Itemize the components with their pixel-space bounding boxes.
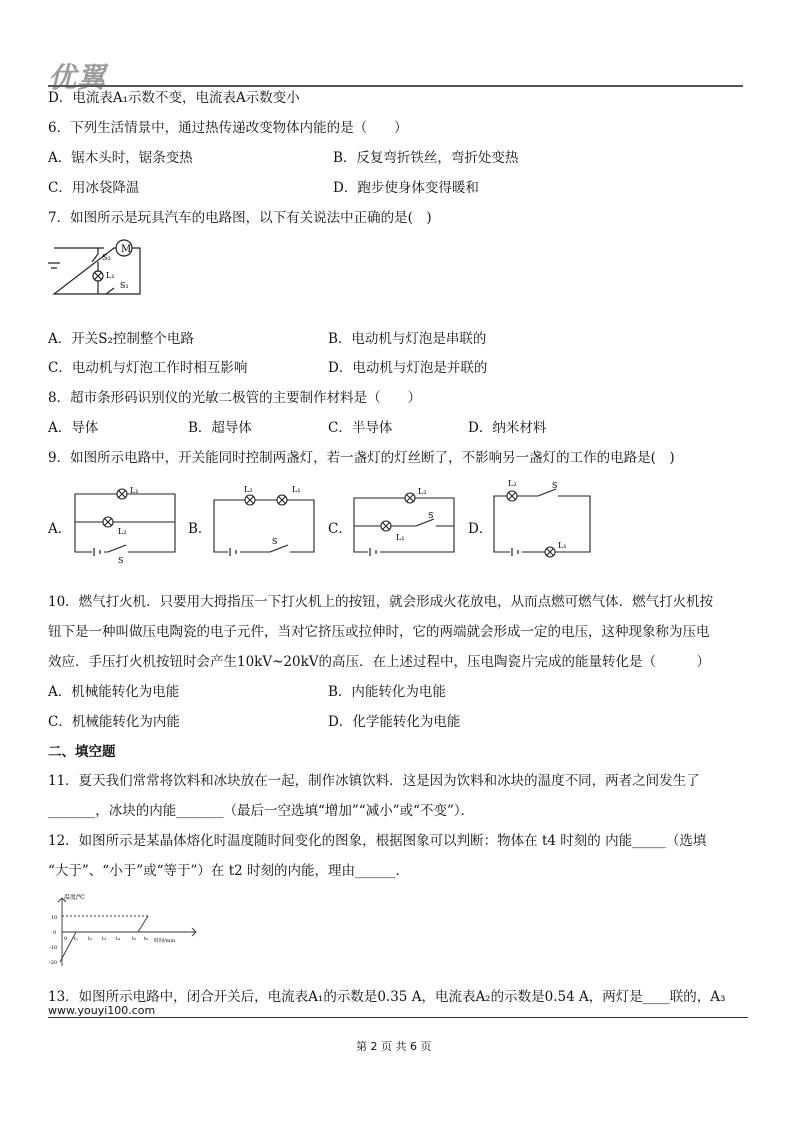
footer-divider [48, 1017, 748, 1018]
q9-option-a-circuit [70, 484, 180, 564]
q7-option-d: D．电动机与灯泡是并联的 [328, 360, 488, 376]
q7-option-a: A．开关S₂控制整个电路 [48, 331, 194, 347]
q9c-s: S [428, 511, 434, 520]
q7-l1-label: L₁ [106, 271, 115, 280]
q10-option-c: C．机械能转化为内能 [48, 714, 180, 730]
q9-option-d-label: D． [468, 521, 493, 537]
q9a-s: S [118, 556, 124, 564]
q9a-l2: L₂ [118, 527, 127, 536]
q9-option-c-label: C． [328, 521, 352, 537]
q12-ytick: 10 [51, 915, 58, 921]
q10-option-a: A．机械能转化为电能 [48, 684, 180, 700]
page-number: 第 2 页 共 6 页 [356, 1040, 432, 1053]
header-divider [48, 85, 743, 87]
q6-option-c: C．用冰袋降温 [48, 180, 140, 196]
q8-option-c: C．半导体 [328, 420, 393, 436]
q12-xtick: t₅ [132, 936, 137, 942]
q12-ylabel: 温度/℃ [64, 894, 85, 901]
q9-option-b-label: B． [188, 521, 212, 537]
q6-stem: 6．下列生活情景中，通过热传递改变物体内能的是（ ） [48, 120, 408, 136]
q12-ytick: -10 [49, 945, 58, 951]
footer-url[interactable]: www.youyi100.com [48, 1004, 156, 1017]
q6-option-a: A．锯木头时，锯条变热 [48, 150, 193, 166]
q8-stem: 8．超市条形码识别仪的光敏二极管的主要制作材料是（ ） [48, 390, 422, 406]
q10-stem-3: 效应．手压打火机按钮时会产生10kV~20kV的高压．在上述过程中，压电陶瓷片完成的能量转化是（ ） [48, 654, 711, 670]
q9b-l1: L₁ [292, 485, 301, 494]
q9b-s: S [272, 537, 278, 546]
q5-option-d: D．电流表A₁示数不变，电流表A示数变小 [48, 90, 300, 106]
q8-option-d: D．纳米材料 [468, 420, 547, 436]
q12-xtick: t₂ [88, 936, 93, 942]
q7-stem: 7．如图所示是玩具汽车的电路图，以下有关说法中正确的是( ) [48, 210, 432, 226]
q9d-l1: L₁ [558, 541, 567, 550]
q8-option-a: A．导体 [48, 420, 99, 436]
q7-s1-label: S₁ [120, 281, 129, 290]
q7-option-b: B．电动机与灯泡是串联的 [328, 331, 487, 347]
q12-stem-2: “大于”、“小于”或“等于”）在 t2 时刻的内能，理由______． [48, 863, 410, 879]
q6-option-b: B．反复弯折铁丝，弯折处变热 [333, 150, 519, 166]
q12-xtick: t₄ [116, 936, 121, 942]
q10-option-b: B．内能转化为电能 [328, 684, 446, 700]
q12-xtick: 0 [64, 936, 68, 942]
q7-circuit-figure [44, 232, 150, 300]
q9-option-c-circuit [348, 484, 460, 564]
q9c-l2: L₂ [418, 487, 427, 496]
q12-xtick: t₁ [74, 936, 79, 942]
q7-s2-label: S₂ [102, 253, 111, 262]
q9d-l2: L₂ [508, 479, 517, 488]
q13-stem: 13．如图所示电路中，闭合开关后，电流表A₁的示数是0.35 A，电流表A₂的示数是0.54 A，两灯是____联的，A₃ [48, 989, 726, 1005]
q9-stem: 9．如图所示电路中，开关能同时控制两盏灯，若一盏灯的灯丝断了，不影响另一盏灯的工作的电路是( ) [48, 450, 675, 466]
q12-xlabel: 时间/min [154, 938, 176, 944]
q8-option-b: B．超导体 [188, 420, 252, 436]
q9d-s: S [552, 481, 558, 490]
q11-stem-2: _______，冰块的内能_______（最后一空选填“增加”“减小”或“不变”）． [48, 803, 475, 819]
q12-temperature-graph [48, 892, 218, 970]
q10-option-d: D．化学能转化为电能 [328, 714, 461, 730]
q9c-l1: L₁ [396, 533, 405, 542]
q12-ytick: -20 [49, 960, 58, 966]
q9a-l1: L₁ [130, 486, 139, 495]
q9b-l2: L₂ [244, 485, 253, 494]
q9-option-b-circuit [208, 484, 320, 564]
q12-xtick: t₆ [144, 936, 149, 942]
section-heading-fill-blank: 二、填空题 [48, 744, 116, 760]
q10-stem-1: 10．燃气打火机．只要用大拇指压一下打火机上的按钮，就会形成火花放电，从而点燃可燃气体．燃气打火机按 [48, 594, 714, 610]
q9-option-a-label: A． [48, 521, 72, 537]
q7-motor-label: M [121, 244, 132, 255]
logo: 优翼 [48, 61, 107, 94]
q6-option-d: D．跑步使身体变得暖和 [333, 180, 479, 196]
q9-option-d-circuit [490, 476, 598, 562]
q10-stem-2: 钮下是一种叫做压电陶瓷的电子元件，当对它挤压或拉伸时，它的两端就会形成一定的电压，这种现象称为压电 [48, 624, 710, 640]
q12-xtick: t₃ [102, 936, 107, 942]
q7-option-c: C．电动机与灯泡工作时相互影响 [48, 360, 248, 376]
q12-ytick: 0 [53, 930, 57, 936]
q11-stem-1: 11．夏天我们常常将饮料和冰块放在一起，制作冰镇饮料．这是因为饮料和冰块的温度不同，两者之间发生了 [48, 773, 700, 789]
q12-stem-1: 12．如图所示是某晶体熔化时温度随时间变化的图象，根据图象可以判断：物体在 t4 时刻的 内能_____（选填 [48, 833, 707, 849]
